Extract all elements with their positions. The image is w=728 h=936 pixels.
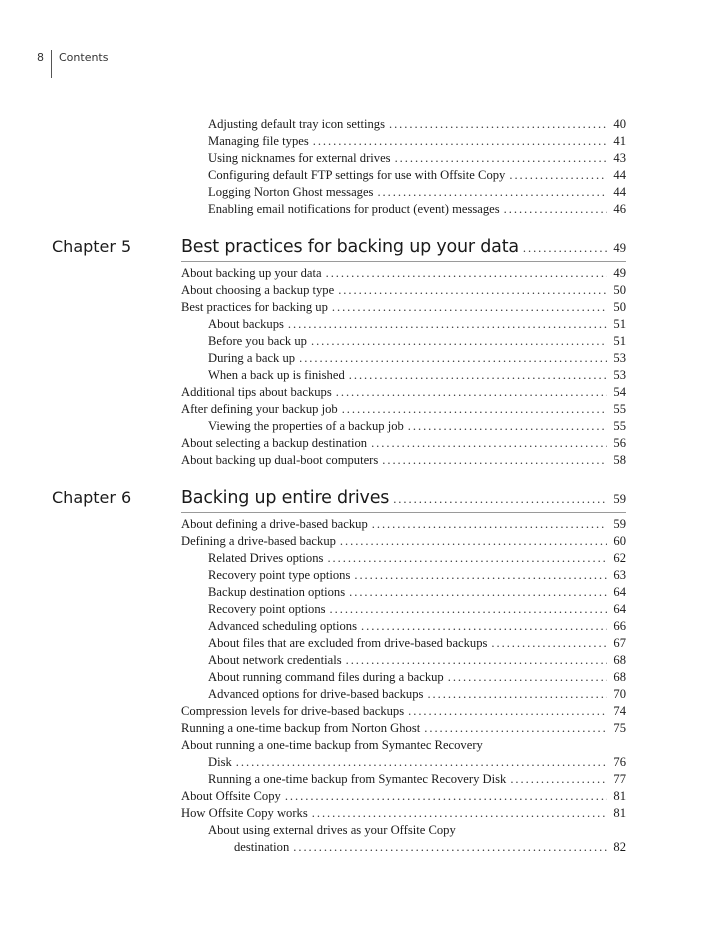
dot-leader	[330, 601, 607, 618]
dot-leader	[371, 435, 607, 452]
toc-entry-page: 50	[613, 300, 626, 314]
toc-entry-page: 62	[613, 551, 626, 565]
toc-entry-page: 60	[613, 534, 626, 548]
toc-entry[interactable]	[181, 452, 626, 469]
toc-entry[interactable]	[208, 116, 626, 133]
toc-entry-page: 53	[613, 351, 626, 365]
toc-entry-title: Using nicknames for external drives	[208, 151, 391, 165]
toc-entry[interactable]	[208, 635, 626, 652]
toc-entry-page: 55	[613, 402, 626, 416]
toc-entry-title: About files that are excluded from drive-based backups	[208, 636, 488, 650]
toc-entry-page: 63	[613, 568, 626, 582]
toc-entry-page: 41	[613, 134, 626, 148]
toc-entry[interactable]	[208, 567, 626, 584]
toc-entry-page: 51	[613, 317, 626, 331]
toc-entry-page: 55	[613, 419, 626, 433]
toc-entry-continuation[interactable]	[208, 754, 626, 771]
dot-leader	[336, 384, 607, 401]
toc-entry[interactable]	[208, 418, 626, 435]
toc-entry[interactable]	[181, 282, 626, 299]
toc-entry-page: 53	[613, 368, 626, 382]
toc-entry-page: 44	[613, 185, 626, 199]
toc-entry-page: 51	[613, 334, 626, 348]
toc-entry-page: 64	[613, 585, 626, 599]
toc-entry-title: After defining your backup job	[181, 402, 338, 416]
dot-leader	[491, 635, 607, 652]
dot-leader	[427, 686, 607, 703]
toc-entry-title: Configuring default FTP settings for use with Offsite Copy	[208, 168, 506, 182]
toc-entry-title: Backup destination options	[208, 585, 346, 599]
toc-entry-title: Running a one-time backup from Symantec Recovery Disk	[208, 772, 507, 786]
toc-entry-page: 40	[613, 117, 626, 131]
dot-leader	[361, 618, 607, 635]
running-head-divider	[51, 50, 52, 78]
dot-leader	[327, 550, 607, 567]
toc-entry-title: Before you back up	[208, 334, 307, 348]
toc-entry-title: About running command files during a backup	[208, 670, 444, 684]
chapter-rule	[181, 512, 626, 513]
toc-entry-page: 74	[613, 704, 626, 718]
toc-entry[interactable]	[181, 435, 626, 452]
toc-entry-continuation[interactable]	[234, 839, 626, 856]
dot-leader	[424, 720, 607, 737]
toc-entry-page: 77	[613, 772, 626, 786]
toc-entry[interactable]	[181, 516, 626, 533]
toc-entry-page: 46	[613, 202, 626, 216]
dot-leader	[393, 488, 607, 510]
toc-entry[interactable]	[181, 805, 626, 822]
toc-entry-page: 81	[613, 806, 626, 820]
toc-entry[interactable]	[208, 601, 626, 618]
toc-entry-page: 67	[613, 636, 626, 650]
toc-entry[interactable]	[208, 584, 626, 601]
toc-entry-page: 76	[613, 755, 626, 769]
dot-leader	[338, 282, 607, 299]
dot-leader	[523, 237, 607, 259]
toc-entry-page: 68	[613, 670, 626, 684]
toc-entry-title: Related Drives options	[208, 551, 324, 565]
toc-entry[interactable]	[208, 367, 626, 384]
chapter-heading[interactable]	[181, 236, 626, 258]
toc-entry[interactable]	[208, 771, 626, 788]
toc-entry-title: About selecting a backup destination	[181, 436, 368, 450]
toc-entry-title: When a back up is finished	[208, 368, 345, 382]
dot-leader	[377, 184, 607, 201]
toc-entry[interactable]	[208, 316, 626, 333]
toc-entry[interactable]	[208, 618, 626, 635]
toc-entry-page: 54	[613, 385, 626, 399]
dot-leader	[504, 201, 607, 218]
toc-entry-title: Additional tips about backups	[181, 385, 332, 399]
chapter-title: Best practices for backing up your data	[181, 237, 519, 257]
dot-leader	[340, 533, 607, 550]
toc-entry-page: 66	[613, 619, 626, 633]
toc-entry-title: Running a one-time backup from Norton Ghost	[181, 721, 421, 735]
running-head-label: Contents	[59, 51, 109, 64]
toc-entry-title: Recovery point type options	[208, 568, 351, 582]
toc-entry[interactable]	[181, 788, 626, 805]
toc-entry-title: About network credentials	[208, 653, 342, 667]
toc-entry[interactable]	[208, 652, 626, 669]
toc-entry-title: Recovery point options	[208, 602, 326, 616]
toc-entry-page: 43	[613, 151, 626, 165]
toc-entry-title: Best practices for backing up	[181, 300, 328, 314]
toc-entry[interactable]	[208, 201, 626, 218]
toc-entry-page: 81	[613, 789, 626, 803]
dot-leader	[349, 584, 607, 601]
toc-entry-page: 56	[613, 436, 626, 450]
toc-entry-title: About backing up your data	[181, 266, 322, 280]
toc-entry-title: About running a one-time backup from Symantec Recovery	[181, 738, 483, 752]
toc-entry[interactable]	[208, 150, 626, 167]
dot-leader	[389, 116, 607, 133]
toc-entry-title: Defining a drive-based backup	[181, 534, 336, 548]
toc-entry-page: 70	[613, 687, 626, 701]
toc-entry[interactable]	[208, 133, 626, 150]
dot-leader	[311, 333, 607, 350]
dot-leader	[509, 167, 607, 184]
dot-leader	[313, 133, 607, 150]
chapter-rule	[181, 261, 626, 262]
toc-entry-page: 82	[613, 840, 626, 854]
dot-leader	[408, 418, 607, 435]
dot-leader	[293, 839, 607, 856]
toc-entry-title: Advanced options for drive-based backups	[208, 687, 424, 701]
dot-leader	[346, 652, 607, 669]
dot-leader	[510, 771, 607, 788]
chapter-heading[interactable]	[181, 487, 626, 509]
chapter-title: Backing up entire drives	[181, 488, 390, 508]
chapter-label: Chapter 6	[52, 488, 132, 507]
dot-leader	[236, 754, 607, 771]
toc-entry[interactable]	[208, 167, 626, 184]
toc-entry[interactable]	[181, 384, 626, 401]
dot-leader	[448, 669, 607, 686]
dot-leader	[354, 567, 607, 584]
toc-entry-title: About backing up dual-boot computers	[181, 453, 379, 467]
dot-leader	[372, 516, 607, 533]
toc-entry-page: 68	[613, 653, 626, 667]
chapter-page: 49	[613, 241, 626, 255]
dot-leader	[312, 805, 607, 822]
dot-leader	[349, 367, 607, 384]
page-number: 8	[37, 51, 44, 64]
toc-entry-title: About using external drives as your Offsite Copy	[208, 823, 456, 837]
toc-entry-page: 50	[613, 283, 626, 297]
toc-entry-title: About defining a drive-based backup	[181, 517, 368, 531]
dot-leader	[288, 316, 607, 333]
dot-leader	[408, 703, 607, 720]
toc-entry-title: About Offsite Copy	[181, 789, 281, 803]
toc-entry[interactable]	[208, 184, 626, 201]
toc-entry-title: Disk	[208, 755, 232, 769]
toc-entry-title: Enabling email notifications for product (event) messages	[208, 202, 500, 216]
toc-entry[interactable]	[208, 669, 626, 686]
toc-entry[interactable]	[181, 265, 626, 282]
toc-entry-page: 59	[613, 517, 626, 531]
toc-entry-page: 44	[613, 168, 626, 182]
toc-entry-title: destination	[234, 840, 290, 854]
toc-entry[interactable]	[181, 401, 626, 418]
dot-leader	[395, 150, 607, 167]
toc-entry-page: 49	[613, 266, 626, 280]
chapter-label: Chapter 5	[52, 237, 132, 256]
dot-leader	[332, 299, 607, 316]
toc-entry-title: Managing file types	[208, 134, 309, 148]
dot-leader	[285, 788, 607, 805]
toc-entry[interactable]	[181, 720, 626, 737]
toc-entry-title: How Offsite Copy works	[181, 806, 308, 820]
toc-entry[interactable]	[181, 737, 626, 754]
toc-entry-title: Advanced scheduling options	[208, 619, 357, 633]
dot-leader	[326, 265, 607, 282]
toc-entry-title: Adjusting default tray icon settings	[208, 117, 385, 131]
toc-entry[interactable]	[208, 550, 626, 567]
toc-entry-title: Logging Norton Ghost messages	[208, 185, 374, 199]
toc-entry-title: Compression levels for drive-based backups	[181, 704, 405, 718]
chapter-page: 59	[613, 492, 626, 506]
toc-entry[interactable]	[208, 350, 626, 367]
dot-leader	[299, 350, 607, 367]
toc-entry[interactable]	[208, 686, 626, 703]
toc-entry-title: About backups	[208, 317, 284, 331]
toc-entry[interactable]	[208, 333, 626, 350]
toc-entry[interactable]	[181, 703, 626, 720]
toc-entry-page: 58	[613, 453, 626, 467]
toc-entry-title: About choosing a backup type	[181, 283, 335, 297]
toc-entry-page: 64	[613, 602, 626, 616]
toc-entry-title: Viewing the properties of a backup job	[208, 419, 404, 433]
toc-entry[interactable]	[181, 533, 626, 550]
toc-entry[interactable]	[208, 822, 626, 839]
dot-leader	[342, 401, 607, 418]
toc-entry-page: 75	[613, 721, 626, 735]
dot-leader	[382, 452, 607, 469]
toc-entry-title: During a back up	[208, 351, 296, 365]
toc-entry[interactable]	[181, 299, 626, 316]
